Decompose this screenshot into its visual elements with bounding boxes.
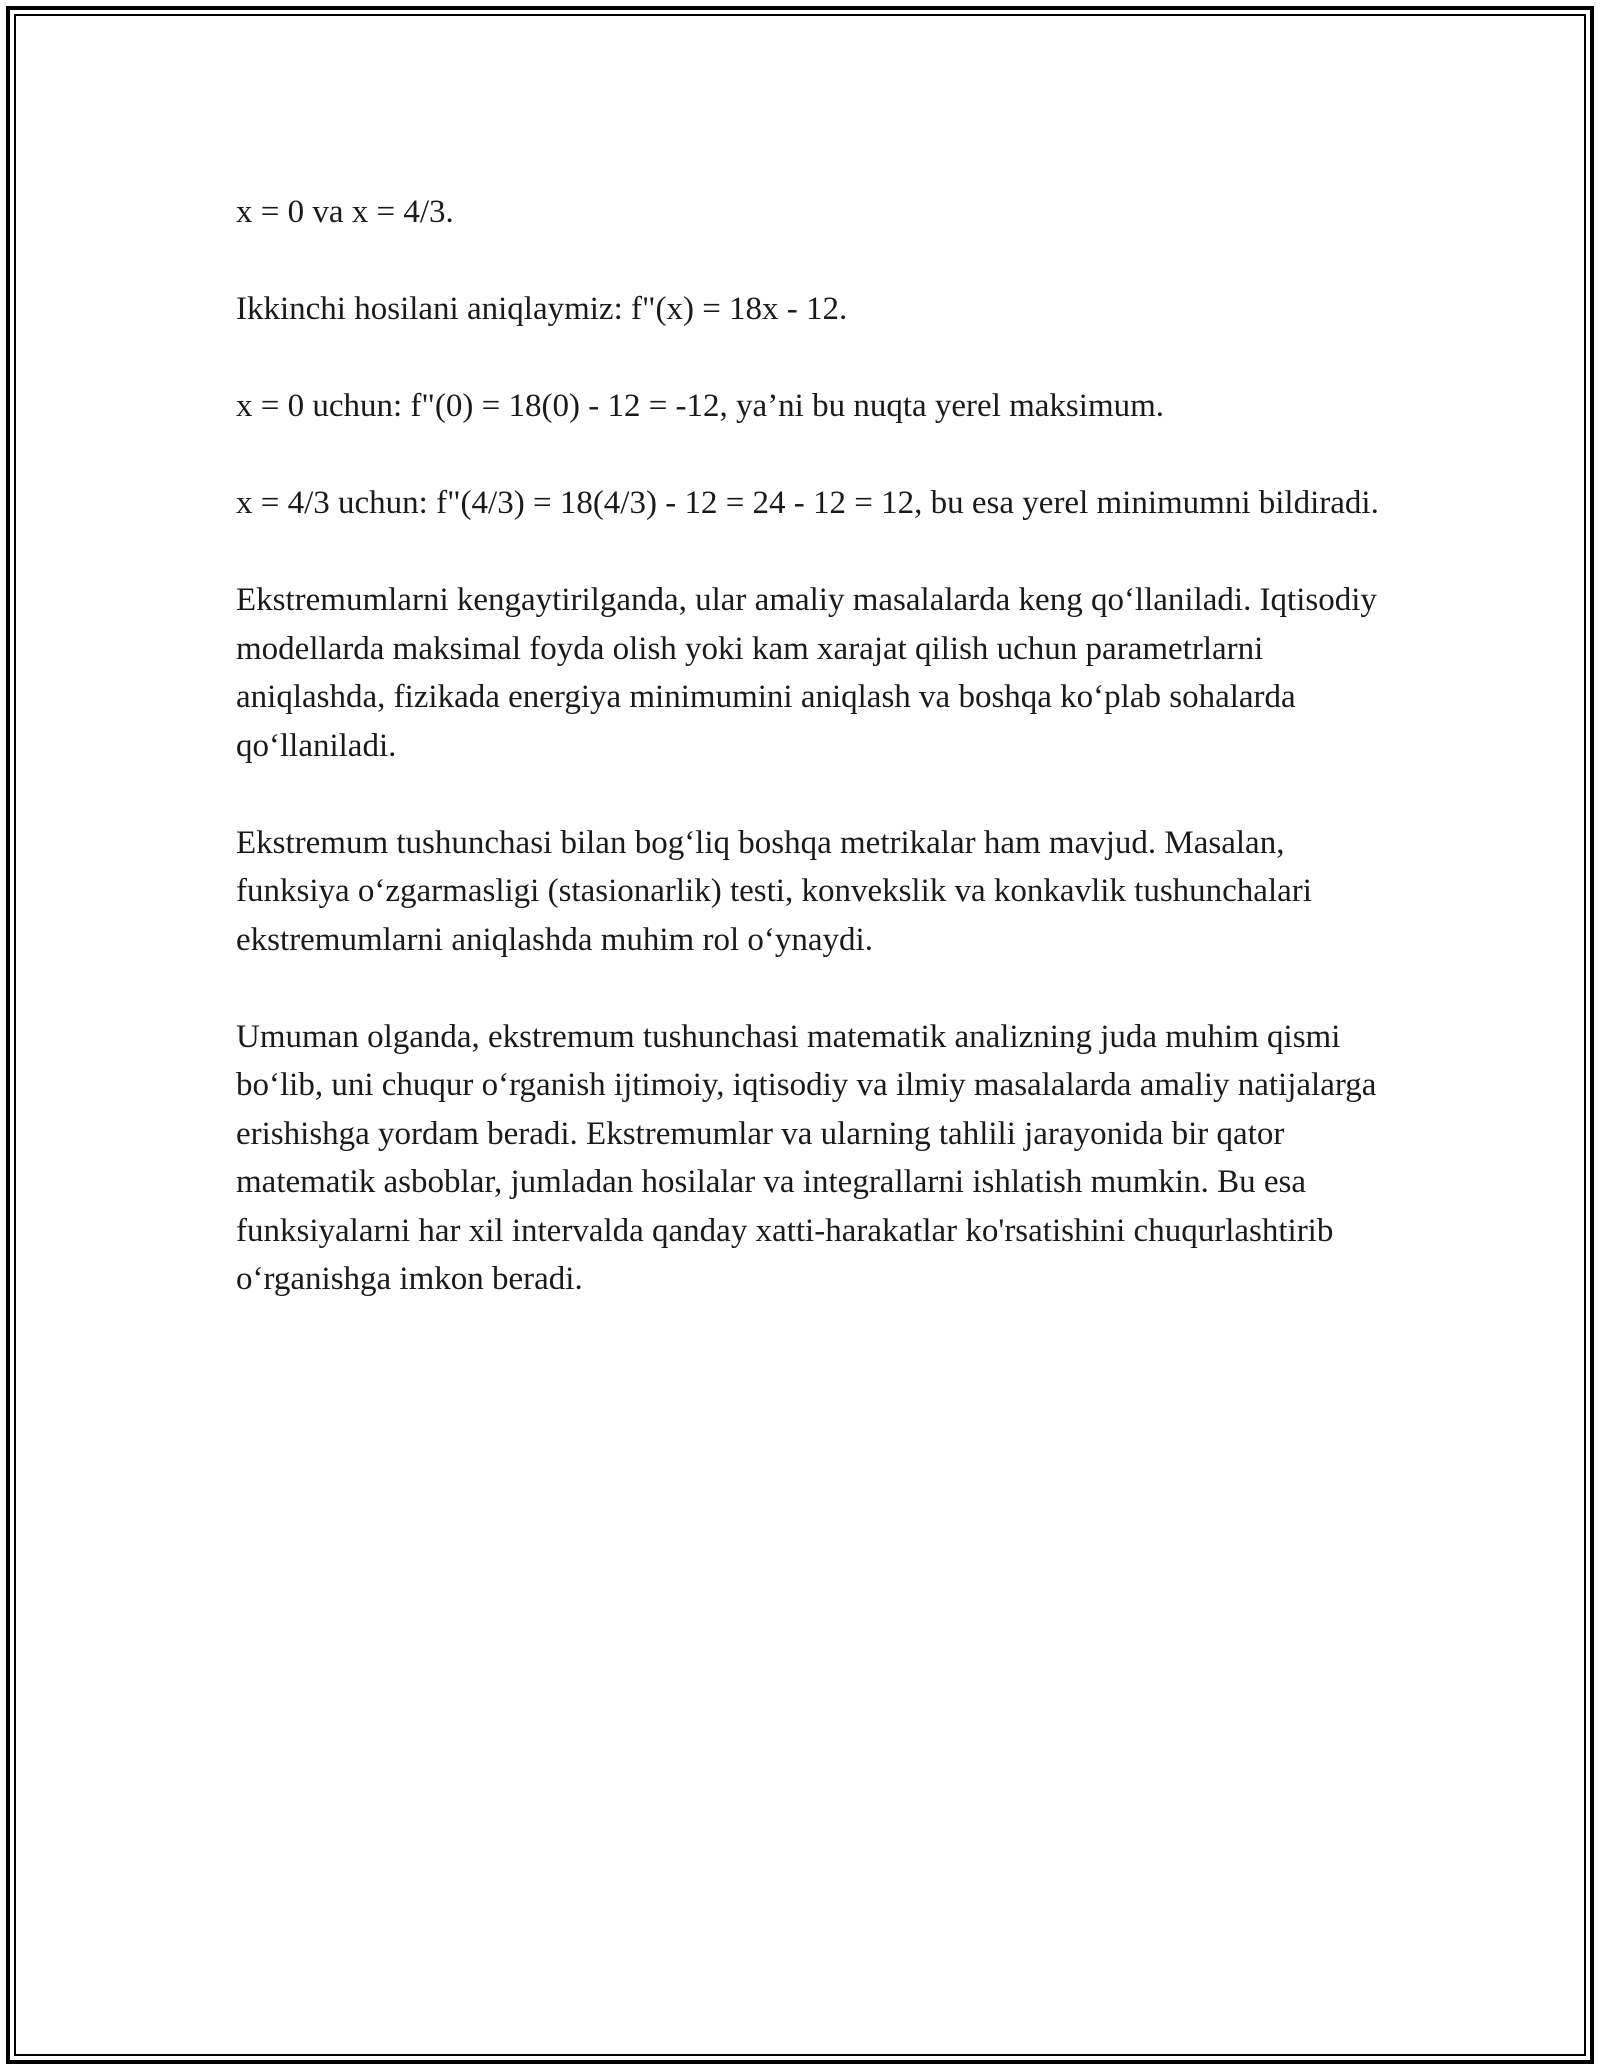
paragraph-local-minimum: x = 4/3 uchun: f"(4/3) = 18(4/3) - 12 = 24 - 12 = 12, bu esa yerel minimumni bildiradi.	[236, 485, 1379, 521]
document-body	[236, 188, 1386, 1304]
paragraph-second-derivative: Ikkinchi hosilani aniqlaymiz: f"(x) = 18x - 12.	[236, 291, 848, 327]
paragraph-critical-points: x = 0 va x = 4/3.	[236, 194, 454, 230]
paragraph-related-metrics: Ekstremum tushunchasi bilan bog‘liq boshqa metrikalar ham mavjud. Masalan, funksiya o‘zgarmasligi (stasionarlik) testi, konvekslik va konkavlik tushunchalari ekstremumlarni aniqlashda muhim rol o‘ynaydi.	[236, 824, 1312, 958]
paragraph-applications: Ekstremumlarni kengaytirilganda, ular amaliy masalalarda keng qo‘llaniladi. Iqtisodiy modellarda maksimal foyda olish yoki kam xarajat qilish uchun parametrlarni aniqlashda, fizikada energiya minimumini aniqlash va boshqa ko‘plab sohalarda qo‘llaniladi.	[236, 582, 1377, 764]
paragraph-local-maximum: x = 0 uchun: f"(0) = 18(0) - 12 = -12, ya’ni bu nuqta yerel maksimum.	[236, 388, 1165, 424]
paragraph-conclusion: Umuman olganda, ekstremum tushunchasi matematik analizning juda muhim qismi bo‘lib, uni chuqur o‘rganish ijtimoiy, iqtisodiy va ilmiy masalalarda amaliy natijalarga erishishga yordam beradi. Ekstremumlar va ularning tahlili jarayonida bir qator matematik asboblar, jumladan hosilalar va integrallarni ishlatish mumkin. Bu esa funksiyalarni har xil intervalda qanday xatti-harakatlar ko'rsatishini chuqurlashtirib o‘rganishga imkon beradi.	[236, 1018, 1377, 1297]
